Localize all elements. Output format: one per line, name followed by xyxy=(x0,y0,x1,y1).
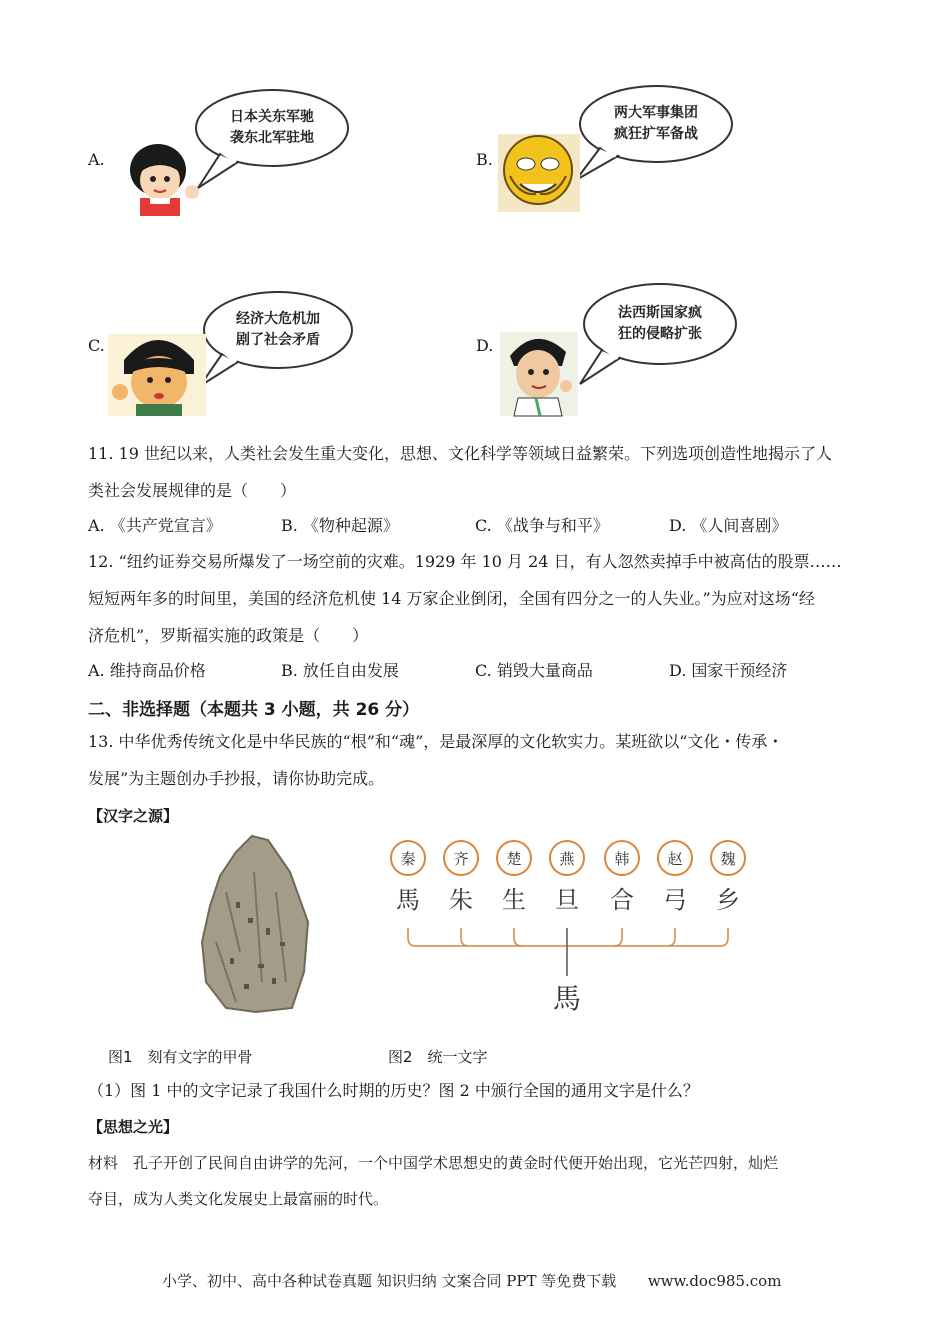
oracle-bone-image xyxy=(196,832,316,1014)
q13-stem-line1: 13. 中华优秀传统文化是中华民族的“根”和“魂”，是最深厚的文化软实力。某班欲以“文化・传承・ xyxy=(88,732,784,751)
svg-text:齐: 齐 xyxy=(453,850,469,868)
option-c-letter: C. xyxy=(88,336,105,355)
material-line1: 材料 孔子开创了民间自由讲学的先河，一个中国学术思想史的黄金时代便开始出现，它光芒四射，灿烂 xyxy=(88,1154,779,1172)
figure-2-caption: 图2 统一文字 xyxy=(388,1048,488,1066)
seal-han: 合 xyxy=(610,886,634,914)
section-2-heading: 二、非选择题（本题共 3 小题，共 26 分） xyxy=(88,700,420,720)
footer-url[interactable]: www.doc985.com xyxy=(647,1272,782,1290)
q11-option-c: C. 《战争与和平》 xyxy=(475,516,609,535)
state-chu xyxy=(497,841,531,875)
cartoon-c xyxy=(106,290,356,418)
unified-seal: 馬 xyxy=(552,982,582,1015)
q11-stem-line2: 类社会发展规律的是（ ） xyxy=(88,481,297,500)
state-wei xyxy=(711,841,745,875)
seal-chu: 生 xyxy=(502,886,526,914)
man-icon xyxy=(500,332,578,416)
svg-text:魏: 魏 xyxy=(720,850,736,868)
footer xyxy=(162,1270,781,1291)
cartoon-a-line1: 日本关东军驰 xyxy=(230,109,314,125)
seal-qin: 馬 xyxy=(396,886,420,914)
q12-option-b: B. 放任自由发展 xyxy=(281,661,399,680)
svg-text:楚: 楚 xyxy=(506,850,522,868)
seal-qi: 朱 xyxy=(449,886,473,914)
state-zhao xyxy=(658,841,692,875)
cartoon-b-line1: 两大军事集团 xyxy=(614,105,698,121)
svg-text:赵: 赵 xyxy=(667,850,683,868)
state-han xyxy=(605,841,639,875)
state-qi xyxy=(444,841,478,875)
material-line2: 夺目，成为人类文化发展史上最富丽的时代。 xyxy=(88,1190,389,1208)
boy-icon xyxy=(108,334,206,416)
footer-text: 小学、初中、高中各种试卷真题 知识归纳 文案合同 PPT 等免费下载 xyxy=(162,1272,617,1290)
q12-stem-line1: 12. “纽约证券交易所爆发了一场空前的灾难。1929 年 10 月 24 日，有人忽然卖掉手中被高估的股票…… xyxy=(88,552,842,571)
option-d-letter: D. xyxy=(476,336,494,355)
state-yan xyxy=(550,841,584,875)
figure-1-caption: 图1 刻有文字的甲骨 xyxy=(108,1048,253,1066)
cartoon-d xyxy=(496,282,746,418)
cartoon-b xyxy=(496,84,736,214)
cartoon-a xyxy=(120,88,350,220)
q11-option-d: D. 《人间喜剧》 xyxy=(669,516,788,535)
cartoon-d-line2: 狂的侵略扩张 xyxy=(618,326,702,342)
cartoon-c-line2: 剧了社会矛盾 xyxy=(236,332,320,348)
q12-option-c: C. 销毁大量商品 xyxy=(475,661,593,680)
q12-stem-line2: 短短两年多的时间里，美国的经济危机使 14 万家企业倒闭，全国有四分之一的人失业。”为应对这场“经 xyxy=(88,589,815,608)
seal-wei: 乡 xyxy=(716,886,740,914)
q11-option-b: B. 《物种起源》 xyxy=(281,516,399,535)
cartoon-d-line1: 法西斯国家疯 xyxy=(618,305,702,321)
unified-script-diagram xyxy=(386,836,756,1020)
sub-heading-hanzi: 【汉字之源】 xyxy=(88,807,179,825)
svg-text:燕: 燕 xyxy=(559,850,575,868)
cartoon-a-line2: 袭东北军驻地 xyxy=(230,130,314,146)
option-a-letter: A. xyxy=(88,150,105,169)
sub-heading-sixiang: 【思想之光】 xyxy=(88,1118,179,1136)
seal-zhao: 弓 xyxy=(663,886,687,914)
seal-yan: 旦 xyxy=(555,886,579,914)
q11-stem-line1: 11. 19 世纪以来，人类社会发生重大变化，思想、文化科学等领域日益繁荣。下列选项创造性地揭示了人 xyxy=(88,444,832,463)
q12-stem-line3: 济危机”，罗斯福实施的政策是（ ） xyxy=(88,626,369,645)
q11-option-a: A. 《共产党宣言》 xyxy=(88,516,222,535)
option-b-letter: B. xyxy=(476,150,493,169)
q13-question-1: （1）图 1 中的文字记录了我国什么时期的历史？图 2 中颁行全国的通用文字是什么？ xyxy=(88,1081,699,1100)
cartoon-b-line2: 疯狂扩军备战 xyxy=(614,126,698,142)
cartoon-c-line1: 经济大危机加 xyxy=(236,311,320,327)
q13-stem-line2: 发展”为主题创办手抄报，请你协助完成。 xyxy=(88,769,385,788)
q12-option-a: A. 维持商品价格 xyxy=(88,661,206,680)
svg-text:韩: 韩 xyxy=(614,850,630,868)
svg-text:秦: 秦 xyxy=(400,850,416,868)
girl-icon xyxy=(130,144,199,216)
old-man-icon xyxy=(498,134,580,212)
state-qin xyxy=(391,841,425,875)
q12-option-d: D. 国家干预经济 xyxy=(669,661,788,680)
